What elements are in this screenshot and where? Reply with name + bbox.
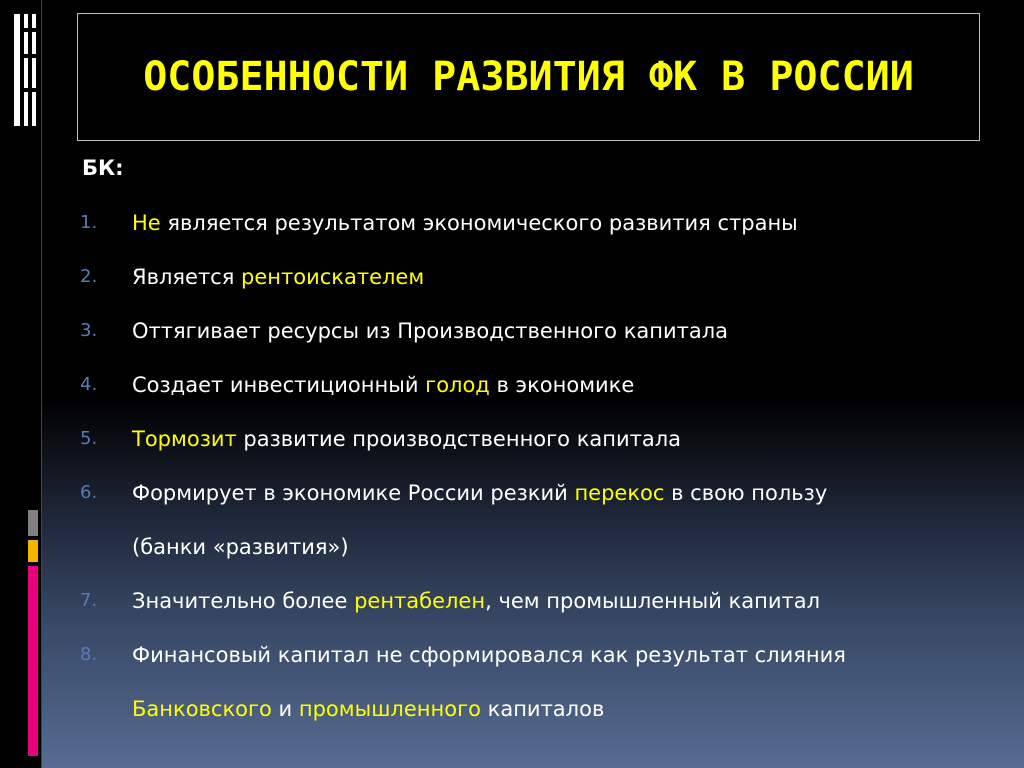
bullet-list <box>80 196 980 736</box>
list-item-text <box>132 250 980 304</box>
list-item-text <box>132 358 980 412</box>
list-item-number: 1. <box>80 212 98 233</box>
list-item-number: 2. <box>80 266 98 287</box>
plain-text: Является <box>132 265 242 289</box>
side-bar-orange <box>28 540 38 562</box>
plain-text: (банки «развития») <box>132 535 349 559</box>
plain-text: Формирует в экономике России резкий <box>132 481 575 505</box>
highlighted-text: рентоискателем <box>241 265 425 289</box>
list-item-text <box>132 196 980 250</box>
list-item-text <box>132 682 980 736</box>
plain-text: в свою пользу <box>664 481 828 505</box>
list-item-text <box>132 574 980 628</box>
list-item-number: 7. <box>80 590 98 611</box>
plain-text: Создает инвестиционный <box>132 373 426 397</box>
plain-text: в экономике <box>489 373 635 397</box>
highlighted-text: промышленного <box>298 697 481 721</box>
title-box <box>77 13 980 141</box>
list-item <box>80 574 980 628</box>
highlighted-text: Тормозит <box>132 427 237 451</box>
highlighted-text: рентабелен <box>354 589 486 613</box>
plain-text: Значительно более <box>132 589 355 613</box>
plain-text: капиталов <box>480 697 605 721</box>
list-item <box>80 466 980 520</box>
list-item-number: 5. <box>80 428 98 449</box>
list-item <box>80 358 980 412</box>
highlighted-text: голод <box>425 373 490 397</box>
list-item <box>80 196 980 250</box>
list-item-number: 4. <box>80 374 98 395</box>
highlighted-text: Не <box>132 211 161 235</box>
list-item-number <box>80 520 132 574</box>
plain-text: развитие производственного капитала <box>236 427 682 451</box>
list-item <box>80 250 980 304</box>
slide-title: ОСОБЕННОСТИ РАЗВИТИЯ ФК В РОССИИ <box>143 54 914 100</box>
section-heading: БК: <box>82 156 124 180</box>
plain-text: , чем промышленный капитал <box>485 589 820 613</box>
plain-text: является результатом экономического развития страны <box>160 211 798 235</box>
list-item-number: 6. <box>80 482 98 503</box>
grid-decoration-icon <box>14 14 38 126</box>
list-item-number: 8. <box>80 644 98 665</box>
highlighted-text: Банковского <box>132 697 272 721</box>
list-item-number <box>80 682 132 736</box>
list-item <box>80 304 980 358</box>
side-bar-pink <box>28 566 38 756</box>
list-item-text <box>132 466 980 520</box>
list-item <box>80 682 980 736</box>
list-item-text <box>132 628 980 682</box>
highlighted-text: перекос <box>574 481 665 505</box>
list-item <box>80 520 980 574</box>
side-bar-gray <box>28 510 38 536</box>
plain-text: и <box>271 697 299 721</box>
list-item <box>80 412 980 466</box>
left-decoration-strip <box>0 0 42 768</box>
list-item-text <box>132 520 980 574</box>
plain-text: Финансовый капитал не сформировался как результат слияния <box>132 643 846 667</box>
list-item <box>80 628 980 682</box>
list-item-text <box>132 304 980 358</box>
list-item-number: 3. <box>80 320 98 341</box>
list-item-text <box>132 412 980 466</box>
plain-text: Оттягивает ресурсы из Производственного капитала <box>132 319 729 343</box>
